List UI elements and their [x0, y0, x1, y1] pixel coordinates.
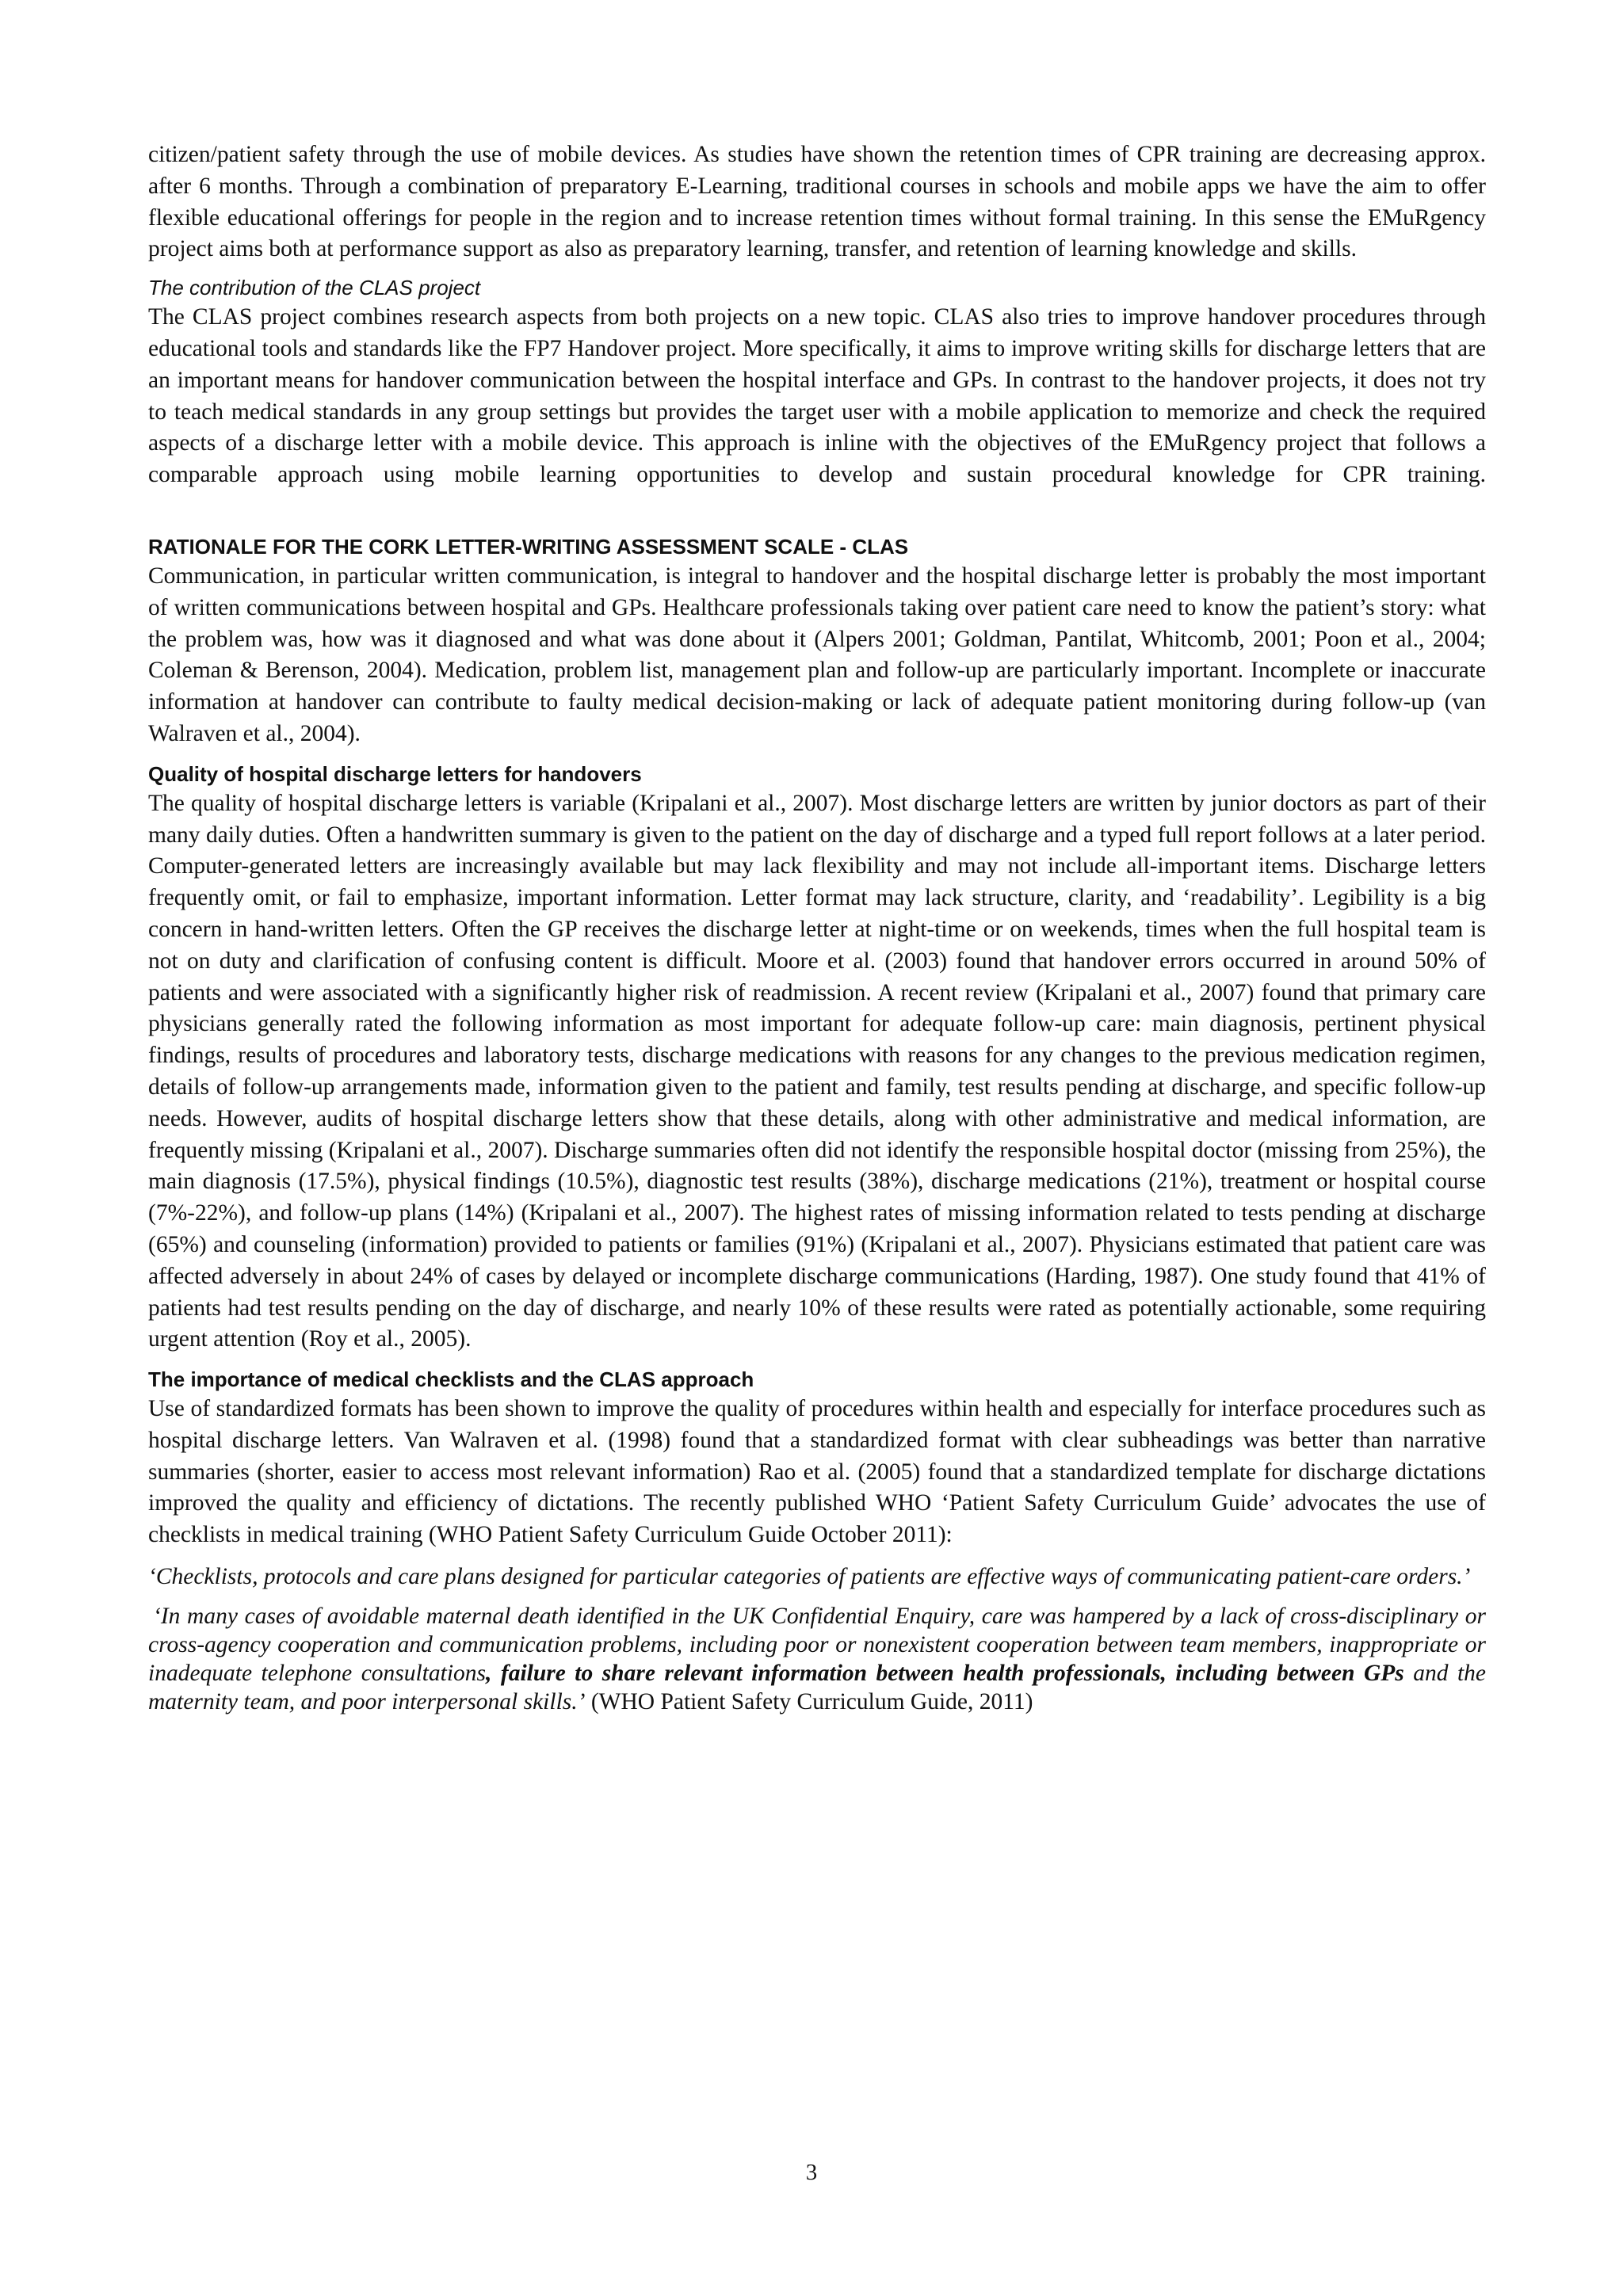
paragraph-emurgency-retention: citizen/patient safety through the use of mobile devices. As studies have shown the retention times of CPR training are decreasing approx. after 6 months. Through a combination of preparatory E-Learning, traditional courses in schools and mobile apps we have the aim to offer flexible educational offerings for people in the region and to increase retention times without formal training. In this sense the EMuRgency project aims both at performance support as also as preparatory learning, transfer, and retention of learning knowledge and skills. [148, 142, 1486, 262]
subheading-quality-discharge-letters: Quality of hospital discharge letters for handovers [148, 761, 642, 786]
quote-citation: (WHO Patient Safety Curriculum Guide, 2011) [585, 1689, 1033, 1715]
subheading-medical-checklists: The importance of medical checklists and the CLAS approach [148, 1367, 754, 1392]
paragraph-standardized-formats: Use of standardized formats has been shown to improve the quality of procedures within health and especially for interface procedures such as hospital discharge letters. Van Walraven et al. (1998) found that a standardized format with clear subheadings was better than narrative summaries (shorter, easier to access most relevant information) Rao et al. (2005) found that a standardized template for discharge dictations improved the quality and efficiency of dictations. The recently published WHO ‘Patient Safety Curriculum Guide’ advocates the use of checklists in medical training (WHO Patient Safety Curriculum Guide October 2011): [148, 1396, 1486, 1548]
page-number: 3 [805, 2160, 818, 2185]
quote-maternal-death-emphasis: , failure to share relevant information between health professionals, including between GPs [486, 1661, 1404, 1687]
quote-maternal-death-part2: and the maternity team, and poor interpersonal skills.’ [148, 1661, 1486, 1715]
subheading-contribution-clas: The contribution of the CLAS project [148, 276, 481, 300]
quote-maternal-death-part1: ‘In many cases of avoidable maternal death identified in the UK Confidential Enquiry, care was hampered by a lack of cross-disciplinary or cross-agency cooperation and communication problems, including poor or nonexistent cooperation between team members, inappropriate or inadequate telephone consultations [148, 1604, 1486, 1687]
quote-checklists: ‘Checklists, protocols and care plans designed for particular categories of patients are effective ways of communicating patient-care orders.’ [148, 1564, 1471, 1590]
paragraph-communication: Communication, in particular written communication, is integral to handover and the hospital discharge letter is probably the most important of written communications between hospital and GPs. Healthcare professionals taking over patient care need to know the patient’s story: what the problem was, how was it diagnosed and what was done about it (Alpers 2001; Goldman, Pantilat, Whitcomb, 2001; Poon et al., 2004; Coleman & Berenson, 2004). Medication, problem list, management plan and follow-up are particularly important. Incomplete or inaccurate information at handover can contribute to faulty medical decision-making or lack of adequate patient monitoring during follow-up (van Walraven et al., 2004). [148, 563, 1486, 746]
paragraph-clas-project: The CLAS project combines research aspects from both projects on a new topic. CLAS also tries to improve handover procedures through educational tools and standards like the FP7 Handover project. More specifically, it aims to improve writing skills for discharge letters that are an important means for handover communication between the hospital interface and GPs. In contrast to the handover projects, it does not try to teach medical standards in any group settings but provides the target user with a mobile application to memorize and check the required aspects of a discharge letter with a mobile device. This approach is inline with the objectives of the EMuRgency project that follows a comparable approach using mobile learning opportunities to develop and sustain procedural knowledge for CPR training. [148, 304, 1486, 488]
quote-maternal-death [148, 1602, 1486, 1716]
document-page [148, 139, 1486, 1716]
paragraph-quality-discharge: The quality of hospital discharge letters is variable (Kripalani et al., 2007). Most discharge letters are written by junior doctors as part of their many daily duties. Often a handwritten summary is given to the patient on the day of discharge and a typed full report follows at a later period. Computer-generated letters are increasingly available but may lack flexibility and may not include all-important items. Discharge letters frequently omit, or fail to emphasize, important information. Letter format may lack structure, clarity, and ‘readability’. Legibility is a big concern in hand-written letters. Often the GP receives the discharge letter at night-time or on weekends, times when the full hospital team is not on duty and clarification of confusing content is difficult. Moore et al. (2003) found that handover errors occurred in around 50% of patients and were associated with a significantly higher risk of readmission. A recent review (Kripalani et al., 2007) found that primary care physicians generally rated the following information as most important for adequate follow-up care: main diagnosis, pertinent physical findings, results of procedures and laboratory tests, discharge medications with reasons for any changes to the previous medication regimen, details of follow-up arrangements made, information given to the patient and family, test results pending at discharge, and specific follow-up needs. However, audits of hospital discharge letters show that these details, along with other administrative and medical information, are frequently missing (Kripalani et al., 2007). Discharge summaries often did not identify the responsible hospital doctor (missing from 25%), the main diagnosis (17.5%), physical findings (10.5%), diagnostic test results (38%), discharge medications (21%), treatment or hospital course (7%-22%), and follow-up plans (14%) (Kripalani et al., 2007). The highest rates of missing information related to tests pending at discharge (65%) and counseling (information) provided to patients or families (91%) (Kripalani et al., 2007). Physicians estimated that patient care was affected adversely in about 24% of cases by delayed or incomplete discharge communications (Harding, 1987). One study found that 41% of patients had test results pending on the day of discharge, and nearly 10% of these results were rated as potentially actionable, some requiring urgent attention (Roy et al., 2005). [148, 790, 1486, 1352]
section-heading-rationale: RATIONALE FOR THE CORK LETTER-WRITING ASSESSMENT SCALE - CLAS [148, 534, 909, 559]
